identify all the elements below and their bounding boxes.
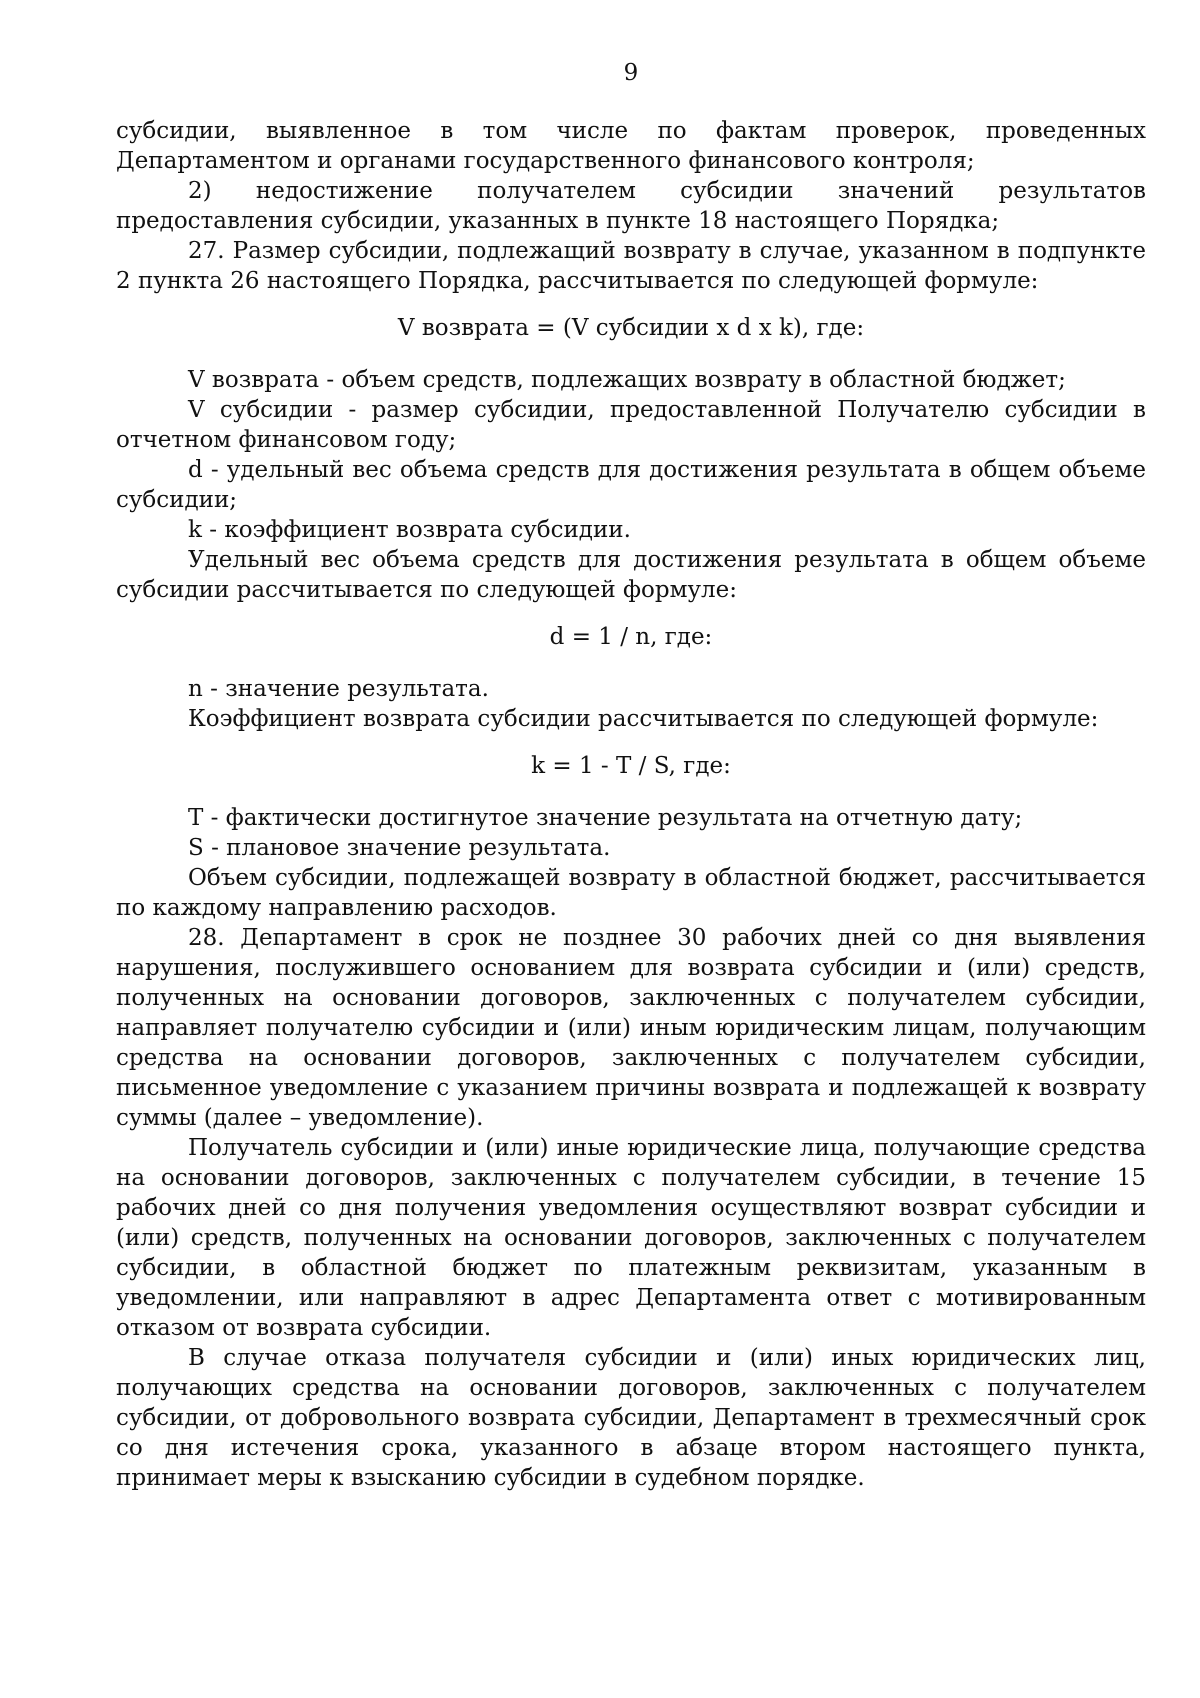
definition-t: T - фактически достигнутое значение результата на отчетную дату;: [188, 805, 1023, 831]
paragraph-k-formula-intro: Коэффициент возврата субсидии рассчитывается по следующей формуле:: [188, 706, 1099, 732]
paragraph-subsidy-volume: Объем субсидии, подлежащей возврату в областной бюджет, рассчитывается по каждому направлению расходов.: [116, 865, 1146, 921]
paragraph-continuation: субсидии, выявленное в том числе по фактам проверок, проведенных Департаментом и органами государственного финансового контроля;: [116, 118, 1146, 174]
paragraph-refusal-case: В случае отказа получателя субсидии и (или) иных юридических лиц, получающих средства на основании договоров, заключенных с получателем субсидии, от добровольного возврата субсидии, Департамент в трехмесячный срок со дня истечения срока, указанного в абзаце втором настоящего пункта, принимает меры к взысканию субсидии в судебном порядке.: [116, 1345, 1146, 1491]
formula-d: d = 1 / n, где:: [549, 624, 713, 650]
formula-refund-volume: V возврата = (V субсидии x d x k), где:: [397, 315, 865, 341]
paragraph-recipient-refund: Получатель субсидии и (или) иные юридические лица, получающие средства на основании договоров, заключенных с получателем субсидии, в течение 15 рабочих дней со дня получения уведомления осуществляют возврат субсидии и (или) средств, полученных на основании договоров, заключенных с получателем субсидии, в областной бюджет по платежным реквизитам, указанным в уведомлении, или направляют в адрес Департамента ответ с мотивированным отказом от возврата субсидии.: [116, 1135, 1146, 1341]
paragraph-item-2: 2) недостижение получателем субсидии значений результатов предоставления субсидии, указанных в пункте 18 настоящего Порядка;: [116, 178, 1146, 234]
formula-k: k = 1 - T / S, где:: [531, 753, 731, 779]
paragraph-d-formula-intro: Удельный вес объема средств для достижения результата в общем объеме субсидии рассчитывается по следующей формуле:: [116, 547, 1146, 603]
page-number: 9: [623, 60, 639, 86]
definition-k: k - коэффициент возврата субсидии.: [188, 517, 631, 543]
definition-v-subsidy: V субсидии - размер субсидии, предоставленной Получателю субсидии в отчетном финансовом году;: [116, 397, 1146, 453]
definition-n: n - значение результата.: [188, 676, 489, 702]
definition-v-refund: V возврата - объем средств, подлежащих возврату в областной бюджет;: [188, 367, 1066, 393]
definition-d: d - удельный вес объема средств для достижения результата в общем объеме субсидии;: [116, 457, 1146, 513]
paragraph-section-27: 27. Размер субсидии, подлежащий возврату в случае, указанном в подпункте 2 пункта 26 настоящего Порядка, рассчитывается по следующей формуле:: [116, 238, 1146, 294]
paragraph-section-28: 28. Департамент в срок не позднее 30 рабочих дней со дня выявления нарушения, послужившего основанием для возврата субсидии и (или) средств, полученных на основании договоров, заключенных с получателем субсидии, направляет получателю субсидии и (или) иным юридическим лицам, получающим средства на основании договоров, заключенных с получателем субсидии, письменное уведомление с указанием причины возврата и подлежащей к возврату суммы (далее – уведомление).: [116, 925, 1146, 1131]
document-body: [116, 116, 1146, 1493]
definition-s: S - плановое значение результата.: [188, 835, 611, 861]
